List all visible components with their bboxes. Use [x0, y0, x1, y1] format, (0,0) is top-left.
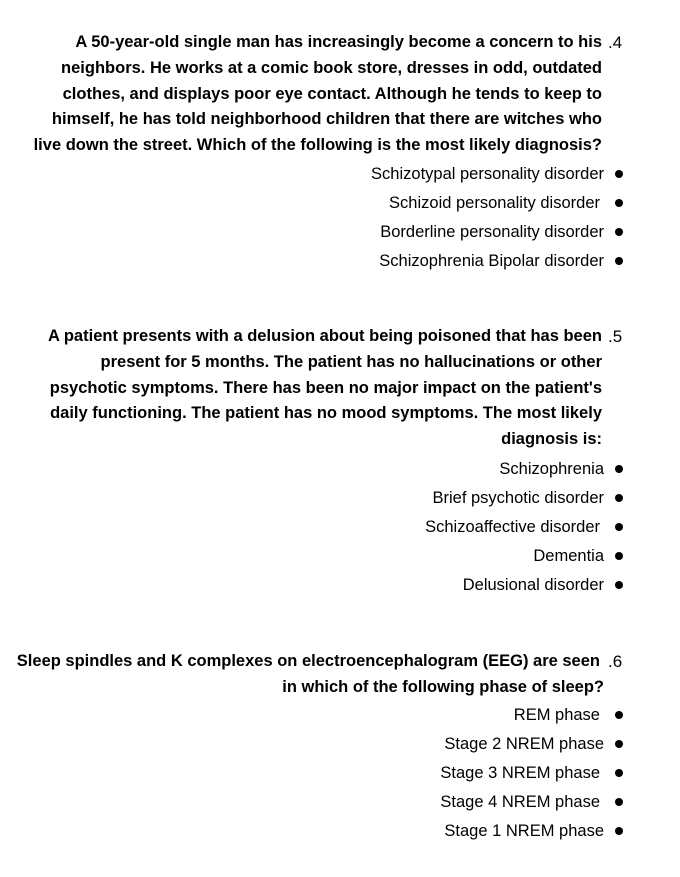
option-label: Stage 1 NREM phase	[444, 822, 604, 840]
bullet-icon	[615, 494, 623, 502]
question-text	[48, 324, 602, 453]
option-label: Stage 4 NREM phase	[440, 793, 600, 811]
bullet-icon	[615, 711, 623, 719]
bullet-icon	[615, 827, 623, 835]
bullet-icon	[615, 552, 623, 560]
answer-option[interactable]	[0, 160, 680, 189]
answer-option[interactable]	[0, 247, 680, 276]
question-line: himself, he has told neighborhood children that there are witches who	[51, 110, 602, 129]
question-number: .4	[608, 33, 623, 52]
bullet-icon	[615, 465, 623, 473]
bullet-icon	[615, 798, 623, 806]
question-line: Sleep spindles and K complexes on electroencephalogram (EEG) are seen	[16, 652, 600, 670]
answer-option[interactable]	[0, 542, 680, 571]
option-label: REM phase	[513, 706, 600, 724]
answer-option[interactable]	[0, 218, 680, 247]
question-number: .6	[608, 652, 623, 671]
answer-option[interactable]	[0, 701, 680, 730]
question-line: live down the street. Which of the following is the most likely diagnosis?	[33, 136, 602, 155]
option-label: Borderline personality disorder	[380, 223, 604, 241]
answer-option[interactable]	[0, 730, 680, 759]
bullet-icon	[615, 199, 623, 207]
option-label: Schizoid personality disorder	[389, 194, 600, 212]
answer-option[interactable]	[0, 759, 680, 788]
bullet-icon	[615, 228, 623, 236]
question-text	[34, 30, 602, 159]
question-line: in which of the following phase of sleep?	[282, 677, 604, 696]
answer-option[interactable]	[0, 817, 680, 846]
answer-option[interactable]	[0, 484, 680, 513]
bullet-icon	[615, 170, 623, 178]
option-label: Dementia	[533, 547, 604, 565]
option-label: Brief psychotic disorder	[432, 489, 604, 507]
option-label: Schizophrenia	[499, 460, 604, 478]
question-line: psychotic symptoms. There has been no major impact on the patient's	[49, 378, 602, 397]
question-line: clothes, and displays poor eye contact. Although he tends to keep to	[62, 84, 602, 103]
option-label: Schizoaffective disorder	[425, 518, 600, 536]
answer-option[interactable]	[0, 513, 680, 542]
answer-option[interactable]	[0, 455, 680, 484]
bullet-icon	[615, 769, 623, 777]
question-text	[17, 649, 604, 701]
option-label: Delusional disorder	[462, 576, 604, 594]
question-line: A 50-year-old single man has increasingly become a concern to his	[75, 33, 602, 51]
question-line: daily functioning. The patient has no mood symptoms. The most likely	[50, 404, 602, 423]
answer-option[interactable]	[0, 788, 680, 817]
answer-option[interactable]	[0, 189, 680, 218]
question-line: neighbors. He works at a comic book store, dresses in odd, outdated	[61, 58, 602, 77]
bullet-icon	[615, 257, 623, 265]
question-line: A patient presents with a delusion about being poisoned that has been	[47, 327, 602, 345]
option-label: Stage 2 NREM phase	[444, 735, 604, 753]
option-label: Stage 3 NREM phase	[440, 764, 600, 782]
bullet-icon	[615, 581, 623, 589]
bullet-icon	[615, 523, 623, 531]
question-line: diagnosis is:	[501, 430, 602, 449]
answer-option[interactable]	[0, 571, 680, 600]
question-line: present for 5 months. The patient has no hallucinations or other	[100, 352, 602, 371]
option-label: Schizotypal personality disorder	[371, 165, 604, 183]
bullet-icon	[615, 740, 623, 748]
question-number: .5	[608, 327, 623, 346]
option-label: Schizophrenia Bipolar disorder	[379, 252, 604, 270]
